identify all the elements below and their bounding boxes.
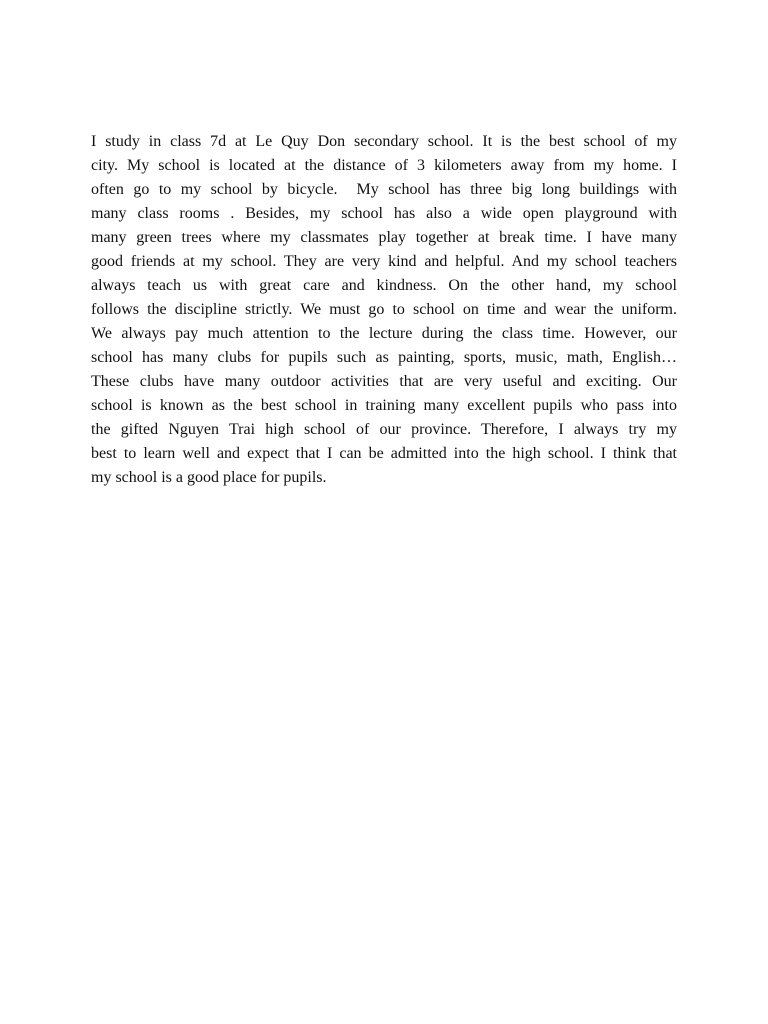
paragraph-line: many green trees where my classmates play together at break time. I have many — [91, 229, 677, 246]
paragraph-line: many class rooms . Besides, my school has also a wide open playground with — [91, 205, 677, 222]
paragraph-line: school is known as the best school in training many excellent pupils who pass into — [91, 397, 677, 414]
paragraph-line: We always pay much attention to the lecture during the class time. However, our — [91, 325, 677, 342]
paragraph-line: always teach us with great care and kindness. On the other hand, my school — [91, 277, 677, 294]
paragraph-line: city. My school is located at the distance of 3 kilometers away from my home. I — [91, 157, 677, 174]
paragraph-line: These clubs have many outdoor activities that are very useful and exciting. Our — [91, 373, 677, 390]
paragraph-line: good friends at my school. They are very kind and helpful. And my school teachers — [91, 253, 677, 270]
paragraph-line: often go to my school by bicycle. My school has three big long buildings with — [91, 181, 677, 198]
essay-paragraph — [91, 130, 677, 490]
paragraph-line: I study in class 7d at Le Quy Don secondary school. It is the best school of my — [91, 133, 677, 150]
paragraph-line: best to learn well and expect that I can be admitted into the high school. I think that — [91, 445, 677, 462]
paragraph-line: follows the discipline strictly. We must go to school on time and wear the uniform. — [91, 301, 677, 318]
paragraph-line: my school is a good place for pupils. — [91, 469, 327, 486]
paragraph-line: the gifted Nguyen Trai high school of our province. Therefore, I always try my — [91, 421, 677, 438]
paragraph-line: school has many clubs for pupils such as painting, sports, music, math, English… — [91, 349, 677, 366]
